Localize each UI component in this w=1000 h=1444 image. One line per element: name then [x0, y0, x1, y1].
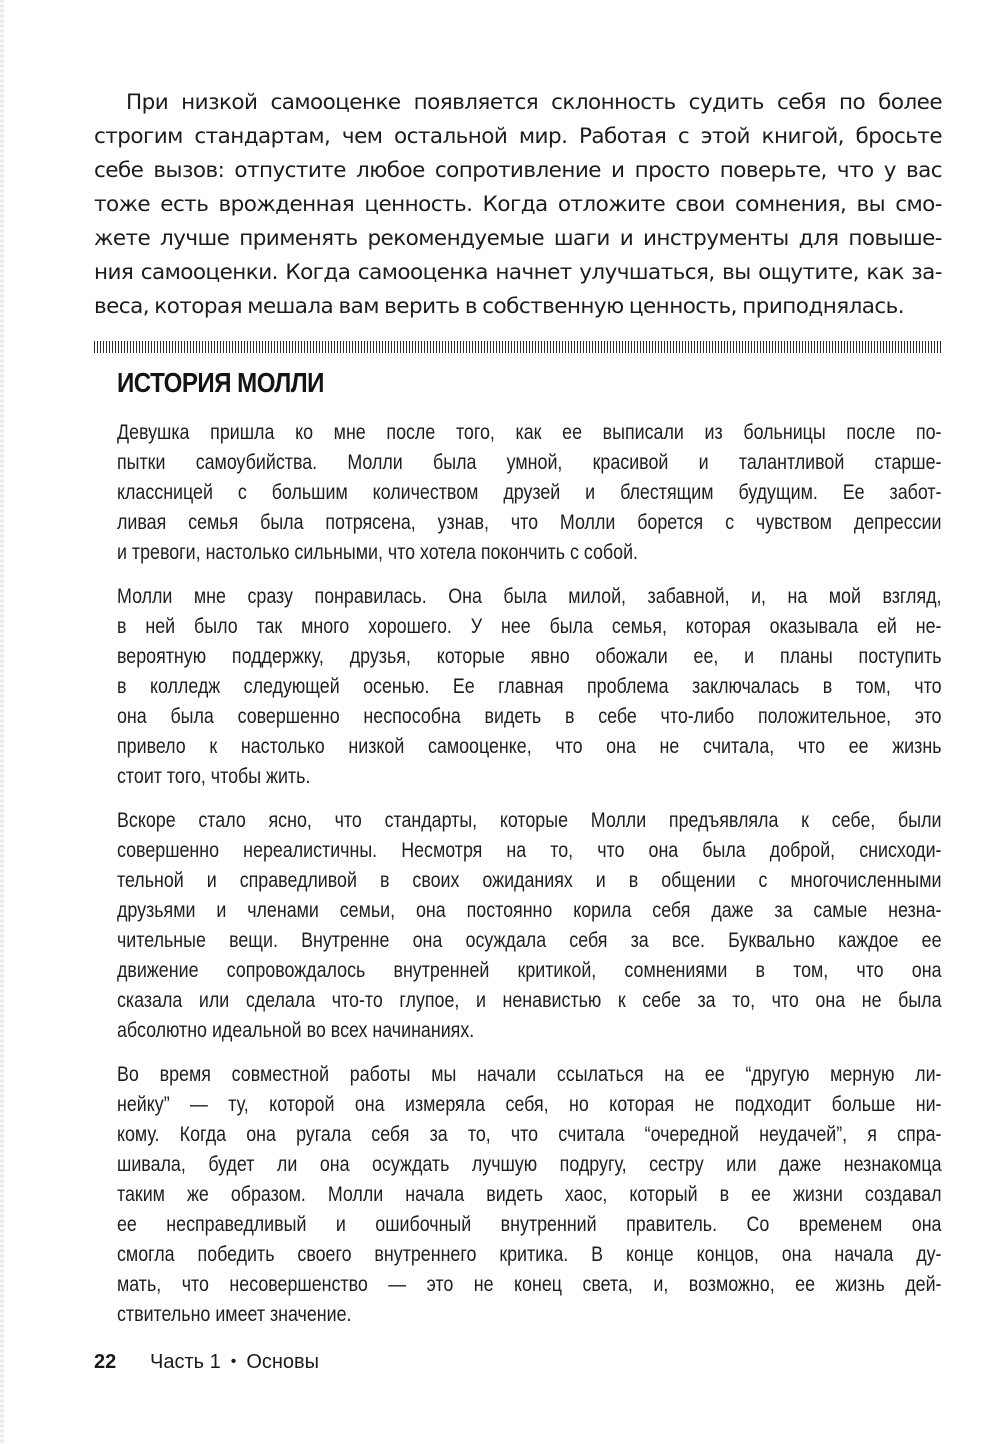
text-line: Вскоре стало ясно, что стандарты, которые Молли предъявляла к себе, были: [117, 809, 942, 832]
story-body: [117, 418, 942, 1330]
text-line: сказала или сделала что-то глупое, и ненавистью к себе за то, что она не была: [117, 989, 942, 1012]
text-line: привело к настолько низкой самооценке, что она не считала, что ее жизнь: [117, 735, 942, 758]
text-line: она была совершенно неспособна видеть в себе что-либо положительное, это: [117, 705, 942, 728]
bullet-separator-icon: •: [230, 1353, 237, 1370]
story-paragraph: [117, 582, 942, 792]
text-line: веса, которая мешала вам верить в собственную ценность, приподнялась.: [94, 294, 905, 319]
text-line: ствительно имеет значение.: [117, 1303, 352, 1326]
text-line: шивала, будет ли она осуждать лучшую подругу, сестру или даже незнакомца: [117, 1153, 942, 1176]
text-line: в колледж следующей осенью. Ее главная проблема заключалась в том, что: [117, 675, 942, 698]
text-line: абсолютно идеальной во всех начинаниях.: [117, 1019, 475, 1042]
text-line: чительные вещи. Внутренне она осуждала себя за все. Буквально каждое ее: [117, 929, 942, 952]
section-label: Основы: [246, 1350, 320, 1373]
story-title: ИСТОРИЯ МОЛЛИ: [117, 367, 324, 398]
section-divider: [94, 341, 942, 353]
text-line: тоже есть врожденная ценность. Когда отложите свои сомнения, вы смо-: [94, 192, 942, 217]
text-line: в ней было так много хорошего. У нее была семья, которая оказывала ей не-: [117, 615, 942, 638]
text-line: совершенно нереалистичны. Несмотря на то, что она была доброй, снисходи-: [117, 839, 942, 862]
story-paragraph: [117, 806, 942, 1046]
intro-paragraph: [94, 86, 942, 324]
page-number: 22: [94, 1350, 117, 1373]
text-line: пытки самоубийства. Молли была умной, красивой и талантливой старше-: [117, 451, 942, 474]
text-line: ливая семья была потрясена, узнав, что Молли борется с чувством депрессии: [117, 511, 942, 534]
text-line: Молли мне сразу понравилась. Она была милой, забавной, и, на мой взгляд,: [117, 585, 942, 608]
text-line: нейку” — ту, которой она измеряла себя, но которая не подходит больше ни-: [117, 1093, 942, 1116]
text-line: смогла победить своего внутреннего критика. В конце концов, она начала ду-: [117, 1243, 942, 1266]
text-line: Девушка пришла ко мне после того, как ее выписали из больницы после по-: [117, 421, 942, 444]
text-line: ния самооценки. Когда самооценка начнет улучшаться, вы ощутите, как за-: [94, 260, 942, 285]
text-line: и тревоги, настолько сильными, что хотела покончить с собой.: [117, 541, 639, 564]
story-sidebar: [117, 360, 942, 1330]
text-line: друзьями и членами семьи, она постоянно корила себя даже за самые незна-: [117, 899, 942, 922]
text-line: ее несправедливый и ошибочный внутренний правитель. Со временем она: [117, 1213, 942, 1236]
text-line: При низкой самооценке появляется склонность судить себя по более: [126, 90, 942, 115]
story-paragraph: [117, 418, 942, 568]
text-line: себе вызов: отпустите любое сопротивление и просто поверьте, что у вас: [94, 158, 942, 183]
text-line: кому. Когда она ругала себя за то, что считала “очередной неудачей”, я спра-: [117, 1123, 942, 1146]
page-footer: [94, 1346, 319, 1378]
text-line: тельной и справедливой в своих ожиданиях и в общении с многочисленными: [117, 869, 942, 892]
text-line: таким же образом. Молли начала видеть хаос, который в ее жизни создавал: [117, 1183, 942, 1206]
text-line: Во время совместной работы мы начали ссылаться на ее “другую мерную ли-: [117, 1063, 942, 1086]
story-paragraph: [117, 1060, 942, 1330]
text-line: мать, что несовершенство — это не конец света, и, возможно, ее жизнь дей-: [117, 1273, 942, 1296]
text-line: жете лучше применять рекомендуемые шаги и инструменты для повыше-: [94, 226, 942, 251]
text-line: классницей с большим количеством друзей и блестящим будущим. Ее забот-: [117, 481, 942, 504]
text-line: стоит того, чтобы жить.: [117, 765, 311, 788]
part-label: Часть 1: [150, 1350, 221, 1373]
scan-edge: [0, 0, 4, 1444]
text-line: строгим стандартам, чем остальной мир. Работая с этой книгой, бросьте: [94, 124, 942, 149]
text-line: вероятную поддержку, друзья, которые явно обожали ее, и планы поступить: [117, 645, 942, 668]
text-line: движение сопровождалось внутренней критикой, сомнениями в том, что она: [117, 959, 942, 982]
